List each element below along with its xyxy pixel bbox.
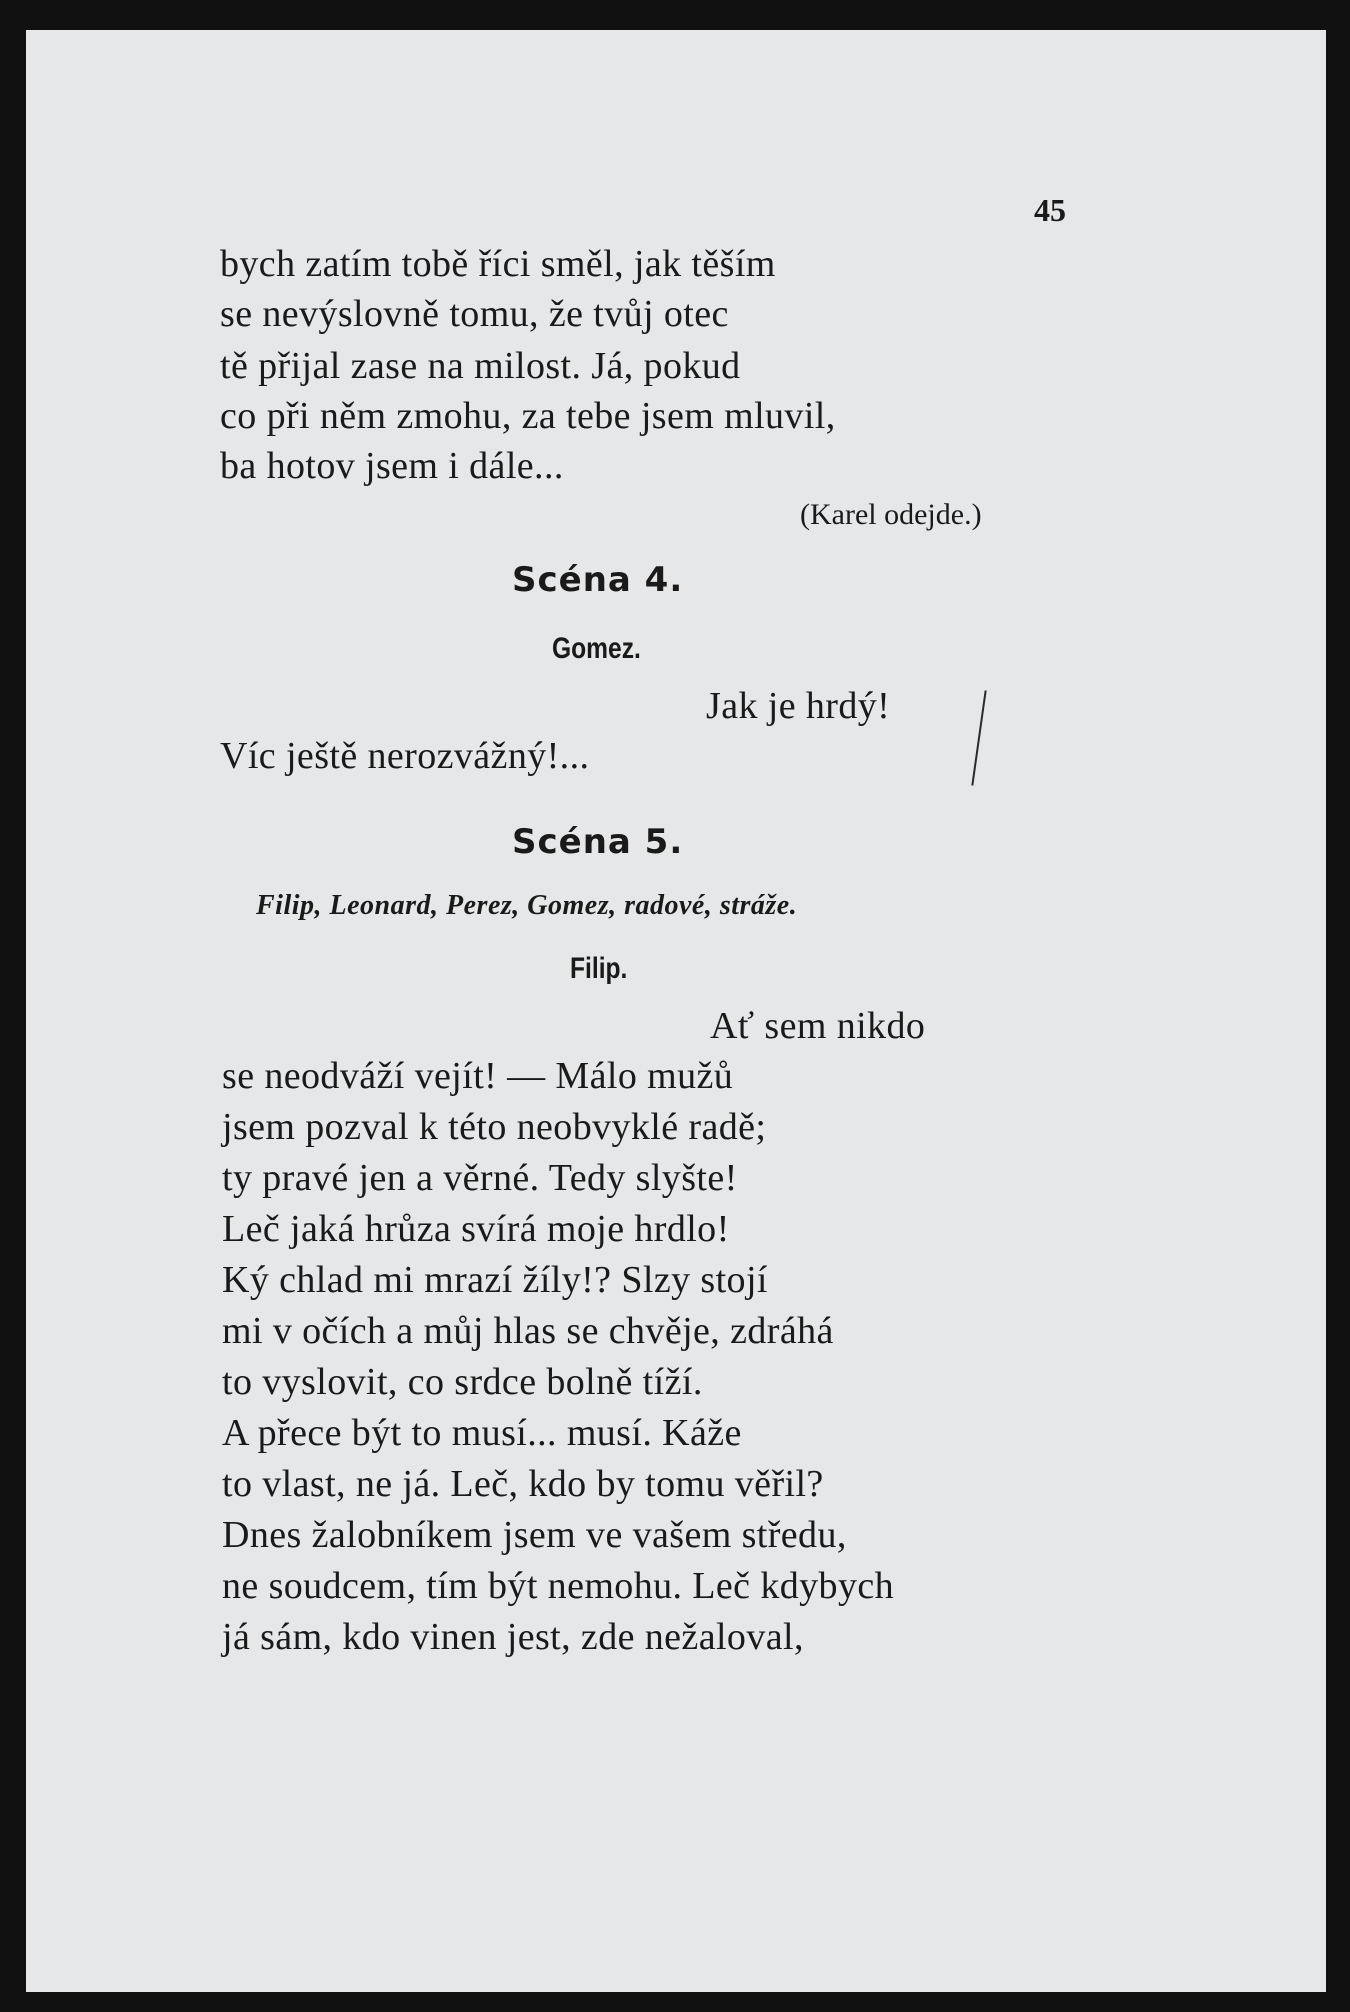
- cast-list: Filip, Leonard, Perez, Gomez, radové, stráže.: [256, 890, 798, 921]
- text-line: to vlast, ne já. Leč, kdo by tomu věřil?: [222, 1463, 824, 1505]
- text-line: to vyslovit, co srdce bolně tíží.: [222, 1361, 703, 1403]
- stage-direction: (Karel odejde.): [800, 498, 982, 531]
- text-line: Víc ještě nerozvážný!...: [220, 735, 590, 777]
- page-number: 45: [1034, 192, 1066, 228]
- text-line: bych zatím tobě říci směl, jak těším: [220, 243, 776, 285]
- text-line: Dnes žalobníkem jsem ve vašem středu,: [222, 1514, 847, 1556]
- text-line: Jak je hrdý!: [706, 685, 891, 727]
- text-line: já sám, kdo vinen jest, zde nežaloval,: [222, 1616, 804, 1658]
- text-line: Ať sem nikdo: [710, 1005, 926, 1047]
- text-line: A přece být to musí... musí. Káže: [222, 1412, 742, 1454]
- scene-heading: Scéna 4.: [512, 560, 684, 600]
- text-line: se nevýslovně tomu, že tvůj otec: [220, 293, 729, 335]
- margin-pencil-mark: [971, 690, 986, 785]
- text-line: co při něm zmohu, za tebe jsem mluvil,: [220, 395, 836, 437]
- text-line: ty pravé jen a věrné. Tedy slyšte!: [222, 1157, 738, 1199]
- text-line: se neodváží vejít! — Málo mužů: [222, 1055, 734, 1097]
- speaker-name: Gomez.: [552, 632, 641, 665]
- text-line: jsem pozval k této neobvyklé radě;: [222, 1106, 767, 1148]
- text-line: tě přijal zase na milost. Já, pokud: [220, 345, 741, 387]
- text-line: Ký chlad mi mrazí žíly!? Slzy stojí: [222, 1259, 768, 1301]
- book-page: [26, 30, 1326, 1992]
- text-line: ne soudcem, tím být nemohu. Leč kdybych: [222, 1565, 895, 1607]
- text-line: mi v očích a můj hlas se chvěje, zdráhá: [222, 1310, 834, 1352]
- speaker-name: Filip.: [570, 952, 628, 985]
- scene-heading: Scéna 5.: [512, 822, 684, 862]
- text-line: ba hotov jsem i dále...: [220, 445, 564, 487]
- text-line: Leč jaká hrůza svírá moje hrdlo!: [222, 1208, 730, 1250]
